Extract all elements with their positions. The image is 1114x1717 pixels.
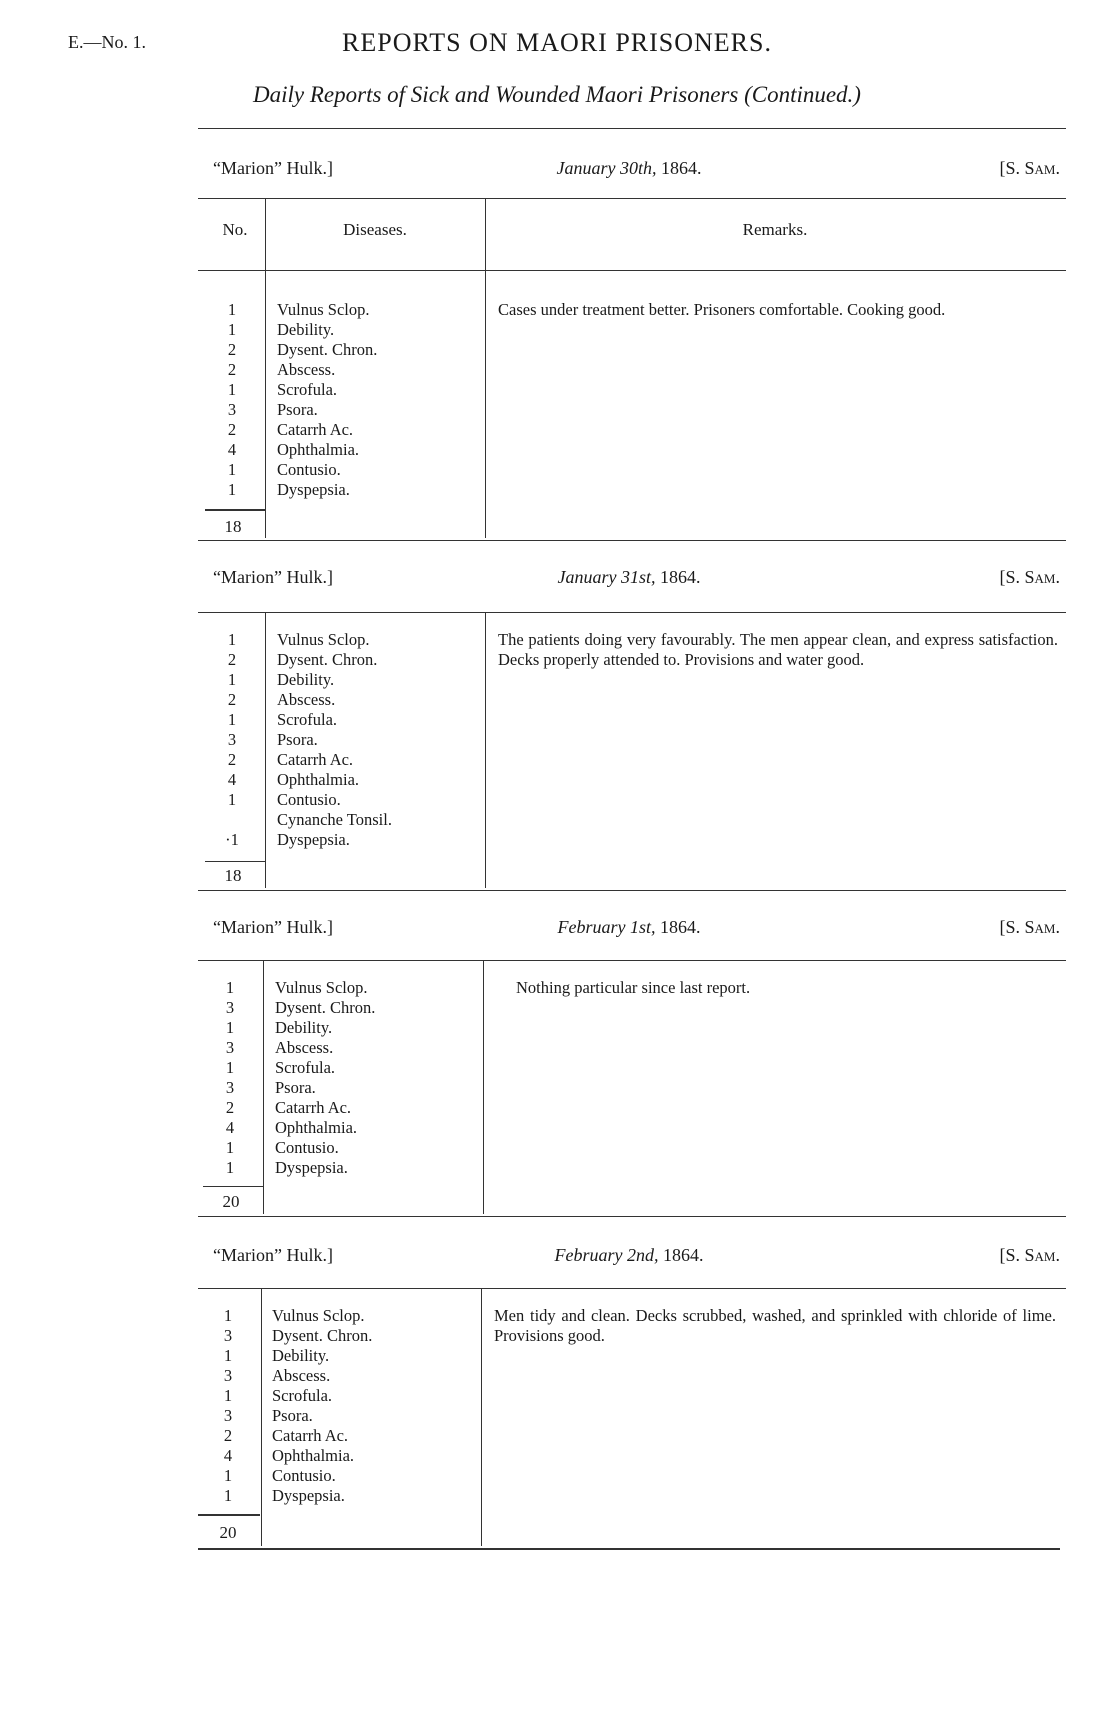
count: 1 bbox=[223, 1386, 233, 1405]
disease-list bbox=[275, 978, 375, 1178]
signature: [S. Sam. bbox=[999, 1245, 1060, 1265]
disease: Ophthalmia. bbox=[277, 440, 360, 459]
disease-list bbox=[277, 630, 392, 850]
column-divider bbox=[263, 960, 264, 1214]
divider bbox=[198, 1216, 1066, 1217]
column-divider bbox=[481, 1288, 482, 1546]
disease: Dysent. Chron. bbox=[275, 998, 376, 1017]
count: 3 bbox=[225, 998, 235, 1017]
disease: Dysent. Chron. bbox=[277, 650, 378, 669]
disease: Abscess. bbox=[277, 690, 336, 709]
disease: Contusio. bbox=[277, 790, 341, 809]
count: 1 bbox=[225, 1018, 235, 1037]
disease: Debility. bbox=[275, 1018, 333, 1037]
total-count: 18 bbox=[224, 866, 242, 885]
count: 1 bbox=[227, 300, 237, 319]
count: 1 bbox=[225, 978, 235, 997]
report-header bbox=[198, 158, 1060, 184]
count: 4 bbox=[227, 770, 237, 789]
count: ·1 bbox=[225, 830, 239, 849]
disease: Catarrh Ac. bbox=[277, 420, 354, 439]
remarks-text: Men tidy and clean. Decks scrubbed, washed, and sprinkled with chloride of lime. Provisions good. bbox=[494, 1306, 1056, 1345]
count-list bbox=[202, 630, 262, 850]
report-header bbox=[198, 567, 1060, 593]
total-count: 18 bbox=[224, 517, 242, 536]
column-divider bbox=[483, 960, 484, 1214]
report-date: January 31st, 1864. bbox=[557, 567, 701, 587]
count: 1 bbox=[227, 460, 237, 479]
hulk-name: “Marion” Hulk.] bbox=[213, 158, 333, 178]
disease: Ophthalmia. bbox=[275, 1118, 358, 1137]
disease: Dyspepsia. bbox=[277, 480, 350, 499]
total-count: 20 bbox=[222, 1192, 240, 1211]
column-header-no: No. bbox=[222, 220, 248, 239]
sum-line bbox=[205, 509, 265, 511]
divider bbox=[198, 270, 1066, 271]
disease: Debility. bbox=[277, 320, 335, 339]
disease: Debility. bbox=[277, 670, 335, 689]
count: 1 bbox=[223, 1466, 233, 1485]
column-divider bbox=[485, 612, 486, 888]
disease: Psora. bbox=[275, 1078, 316, 1097]
remarks-text: The patients doing very favourably. The men appear clean, and express satisfaction. Decks properly attended to. Provisions and water good. bbox=[498, 630, 1058, 669]
count: 3 bbox=[225, 1078, 235, 1097]
divider bbox=[198, 198, 1066, 199]
count: 1 bbox=[225, 1058, 235, 1077]
count: 3 bbox=[223, 1326, 233, 1345]
disease: Scrofula. bbox=[272, 1386, 333, 1405]
count: 2 bbox=[227, 420, 237, 439]
count: 2 bbox=[227, 690, 237, 709]
count: 1 bbox=[223, 1306, 233, 1325]
divider bbox=[198, 1288, 1066, 1289]
disease-list bbox=[277, 300, 377, 500]
count: 1 bbox=[225, 1158, 235, 1177]
divider bbox=[198, 1548, 1060, 1550]
count: 3 bbox=[225, 1038, 235, 1057]
divider bbox=[198, 612, 1066, 613]
count: 1 bbox=[227, 480, 237, 499]
disease: Dysent. Chron. bbox=[272, 1326, 373, 1345]
divider bbox=[198, 540, 1066, 541]
signature: [S. Sam. bbox=[999, 158, 1060, 178]
hulk-name: “Marion” Hulk.] bbox=[213, 1245, 333, 1265]
count: 4 bbox=[225, 1118, 235, 1137]
remarks-text: Nothing particular since last report. bbox=[516, 978, 751, 997]
disease: Contusio. bbox=[277, 460, 341, 479]
disease: Contusio. bbox=[272, 1466, 336, 1485]
disease: Dyspepsia. bbox=[275, 1158, 348, 1177]
column-divider bbox=[265, 198, 266, 538]
count: 1 bbox=[227, 670, 237, 689]
disease: Abscess. bbox=[272, 1366, 331, 1385]
page-title: REPORTS ON MAORI PRISONERS. bbox=[342, 28, 772, 57]
count: 3 bbox=[227, 730, 237, 749]
report-header bbox=[198, 917, 1060, 943]
signature: [S. Sam. bbox=[999, 567, 1060, 587]
count: 1 bbox=[227, 380, 237, 399]
disease: Vulnus Sclop. bbox=[272, 1306, 365, 1325]
count: 2 bbox=[225, 1098, 235, 1117]
report-header bbox=[198, 1245, 1060, 1271]
count: 1 bbox=[225, 1138, 235, 1157]
count: 1 bbox=[223, 1486, 233, 1505]
hulk-name: “Marion” Hulk.] bbox=[213, 917, 333, 937]
count: 2 bbox=[227, 750, 237, 769]
count: 2 bbox=[223, 1426, 233, 1445]
disease: Catarrh Ac. bbox=[277, 750, 354, 769]
count: 2 bbox=[227, 340, 237, 359]
disease: Vulnus Sclop. bbox=[277, 300, 370, 319]
count: 4 bbox=[227, 440, 237, 459]
disease: Vulnus Sclop. bbox=[275, 978, 368, 997]
report-date: February 1st, 1864. bbox=[557, 917, 701, 937]
count: 4 bbox=[223, 1446, 233, 1465]
disease: Vulnus Sclop. bbox=[277, 630, 370, 649]
document-reference: E.—No. 1. bbox=[68, 32, 146, 52]
page-subtitle: Daily Reports of Sick and Wounded Maori Prisoners (Continued.) bbox=[253, 82, 861, 107]
count: 3 bbox=[227, 400, 237, 419]
disease: Abscess. bbox=[277, 360, 336, 379]
count: 3 bbox=[223, 1406, 233, 1425]
disease-list bbox=[272, 1306, 372, 1506]
disease: Contusio. bbox=[275, 1138, 339, 1157]
disease: Ophthalmia. bbox=[272, 1446, 355, 1465]
report-date: February 2nd, 1864. bbox=[554, 1245, 704, 1265]
count: 1 bbox=[227, 790, 237, 809]
count: 1 bbox=[223, 1346, 233, 1365]
count: 3 bbox=[223, 1366, 233, 1385]
disease: Scrofula. bbox=[275, 1058, 336, 1077]
disease: Dysent. Chron. bbox=[277, 340, 378, 359]
disease: Catarrh Ac. bbox=[272, 1426, 349, 1445]
column-header-diseases: Diseases. bbox=[343, 220, 407, 239]
count: 2 bbox=[227, 650, 237, 669]
disease: Psora. bbox=[277, 400, 318, 419]
disease: Ophthalmia. bbox=[277, 770, 360, 789]
count-list bbox=[198, 1306, 258, 1506]
column-divider bbox=[261, 1288, 262, 1546]
divider bbox=[198, 960, 1066, 961]
count-list bbox=[202, 300, 262, 500]
disease: Cynanche Tonsil. bbox=[277, 810, 392, 829]
sum-line bbox=[203, 1186, 263, 1187]
disease: Scrofula. bbox=[277, 710, 338, 729]
disease: Catarrh Ac. bbox=[275, 1098, 352, 1117]
sum-line bbox=[198, 1514, 260, 1516]
count: 1 bbox=[227, 320, 237, 339]
signature: [S. Sam. bbox=[999, 917, 1060, 937]
disease: Psora. bbox=[277, 730, 318, 749]
disease: Dyspepsia. bbox=[272, 1486, 345, 1505]
count: 2 bbox=[227, 360, 237, 379]
column-divider bbox=[485, 198, 486, 538]
divider bbox=[198, 890, 1066, 891]
hulk-name: “Marion” Hulk.] bbox=[213, 567, 333, 587]
count: 1 bbox=[227, 710, 237, 729]
column-header-remarks: Remarks. bbox=[742, 220, 808, 239]
remarks-text: Cases under treatment better. Prisoners comfortable. Cooking good. bbox=[498, 300, 946, 319]
disease: Psora. bbox=[272, 1406, 313, 1425]
disease: Scrofula. bbox=[277, 380, 338, 399]
column-divider bbox=[265, 612, 266, 888]
disease: Abscess. bbox=[275, 1038, 334, 1057]
report-date: January 30th, 1864. bbox=[556, 158, 702, 178]
count: 1 bbox=[227, 630, 237, 649]
total-count: 20 bbox=[219, 1523, 237, 1542]
count bbox=[202, 810, 262, 830]
sum-line bbox=[205, 861, 265, 862]
disease: Dyspepsia. bbox=[277, 830, 350, 849]
disease: Debility. bbox=[272, 1346, 330, 1365]
divider bbox=[198, 128, 1066, 129]
count-list bbox=[200, 978, 260, 1178]
